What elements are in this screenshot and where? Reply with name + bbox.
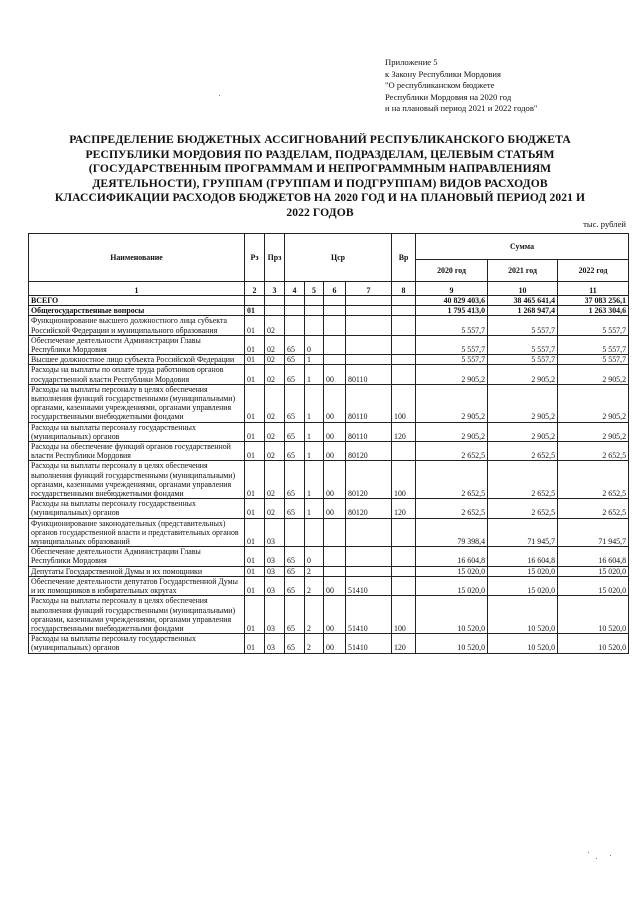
row-csr-program: 65	[285, 461, 305, 499]
row-rz: 01	[245, 355, 265, 365]
row-rz: 01	[245, 316, 265, 335]
row-name: Общегосударственные вопросы	[29, 306, 245, 316]
row-amount-2020: 2 652,5	[416, 499, 488, 518]
row-csr-main	[324, 296, 346, 306]
row-prz: 02	[265, 355, 285, 365]
row-amount-2020: 2 905,2	[416, 384, 488, 422]
row-vr: 120	[392, 422, 416, 441]
row-amount-2020: 40 829 403,6	[416, 296, 488, 306]
row-csr-direction	[346, 316, 392, 335]
appendix-note	[385, 57, 635, 115]
table-row	[29, 518, 629, 547]
row-amount-2020: 10 520,0	[416, 596, 488, 634]
row-csr-direction	[346, 306, 392, 316]
title-line: РЕСПУБЛИКИ МОРДОВИЯ ПО РАЗДЕЛАМ, ПОДРАЗДЕЛАМ, ЦЕЛЕВЫМ СТАТЬЯМ	[85, 147, 555, 161]
row-csr-program: 65	[285, 499, 305, 518]
document-title	[20, 133, 620, 221]
row-vr	[392, 576, 416, 595]
row-amount-2020: 2 652,5	[416, 461, 488, 499]
row-csr-direction	[346, 335, 392, 354]
row-csr-direction	[346, 355, 392, 365]
row-prz: 02	[265, 316, 285, 335]
row-csr-main: 00	[324, 576, 346, 595]
row-csr-subprogram: 1	[305, 422, 324, 441]
col-number: 10	[488, 282, 558, 296]
row-amount-2021: 16 604,8	[488, 547, 558, 566]
row-name: Обеспечение деятельности Администрации Главы Республики Мордовия	[29, 547, 245, 566]
row-amount-2020: 1 795 413,0	[416, 306, 488, 316]
row-amount-2022: 10 520,0	[558, 634, 629, 653]
row-vr	[392, 566, 416, 576]
row-csr-subprogram	[305, 296, 324, 306]
row-csr-subprogram: 1	[305, 355, 324, 365]
row-amount-2021: 2 905,2	[488, 365, 558, 384]
row-amount-2020: 79 398,4	[416, 518, 488, 547]
row-csr-program: 65	[285, 384, 305, 422]
table-row	[29, 461, 629, 499]
header-rz: Рз	[245, 234, 265, 282]
row-name: Расходы на выплаты персоналу в целях обеспечения выполнения функций государственными (муниципальными) органами, казенными учреждениями, органами управления государственными внебюджетными фондами	[29, 596, 245, 634]
col-number: 6	[324, 282, 346, 296]
row-amount-2020: 10 520,0	[416, 634, 488, 653]
col-number: 2	[245, 282, 265, 296]
row-name: Обеспечение деятельности Администрации Главы Республики Мордовия	[29, 335, 245, 354]
row-rz: 01	[245, 518, 265, 547]
row-csr-direction: 80120	[346, 442, 392, 461]
row-amount-2021: 10 520,0	[488, 634, 558, 653]
row-vr: 100	[392, 461, 416, 499]
row-amount-2022: 15 020,0	[558, 576, 629, 595]
row-rz: 01	[245, 365, 265, 384]
row-csr-direction: 80120	[346, 499, 392, 518]
row-amount-2021: 2 905,2	[488, 384, 558, 422]
row-rz	[245, 296, 265, 306]
row-csr-main	[324, 306, 346, 316]
row-vr	[392, 306, 416, 316]
table-row	[29, 499, 629, 518]
row-csr-program: 65	[285, 422, 305, 441]
row-amount-2022: 2 652,5	[558, 499, 629, 518]
row-vr	[392, 442, 416, 461]
row-name: Расходы на выплаты персоналу в целях обеспечения выполнения функций государственными (муниципальными) органами, казенными учреждениями, органами управления государственными внебюджетными фондами	[29, 461, 245, 499]
header-2020: 2020 год	[416, 260, 488, 282]
table-row	[29, 384, 629, 422]
header-2021: 2021 год	[488, 260, 558, 282]
header-sum: Сумма	[416, 234, 629, 260]
row-amount-2021: 10 520,0	[488, 596, 558, 634]
header-name: Наименование	[29, 234, 245, 282]
row-amount-2022: 15 020,0	[558, 566, 629, 576]
row-csr-main: 00	[324, 461, 346, 499]
row-rz: 01	[245, 547, 265, 566]
row-vr	[392, 518, 416, 547]
row-csr-program: 65	[285, 442, 305, 461]
col-number: 5	[305, 282, 324, 296]
row-csr-main: 00	[324, 365, 346, 384]
row-amount-2022: 16 604,8	[558, 547, 629, 566]
row-name: Расходы на выплаты по оплате труда работников органов государственной власти Республики Мордовия	[29, 365, 245, 384]
row-prz: 03	[265, 566, 285, 576]
row-csr-program	[285, 296, 305, 306]
row-name: Расходы на выплаты персоналу государственных (муниципальных) органов	[29, 422, 245, 441]
row-csr-program: 65	[285, 634, 305, 653]
title-line: КЛАССИФИКАЦИИ РАСХОДОВ БЮДЖЕТОВ НА 2020 ГОД И НА ПЛАНОВЫЙ ПЕРИОД 2021 И	[54, 191, 586, 205]
row-amount-2021: 15 020,0	[488, 566, 558, 576]
row-csr-subprogram: 0	[305, 335, 324, 354]
row-csr-program: 65	[285, 355, 305, 365]
row-vr	[392, 335, 416, 354]
row-prz	[265, 296, 285, 306]
row-rz: 01	[245, 306, 265, 316]
row-amount-2022: 2 905,2	[558, 365, 629, 384]
units-label: тыс. рублей	[583, 219, 626, 229]
row-csr-subprogram: 0	[305, 547, 324, 566]
row-csr-subprogram	[305, 306, 324, 316]
title-line: РАСПРЕДЕЛЕНИЕ БЮДЖЕТНЫХ АССИГНОВАНИЙ РЕСПУБЛИКАНСКОГО БЮДЖЕТА	[69, 133, 571, 146]
table-row	[29, 596, 629, 634]
table-row	[29, 442, 629, 461]
row-csr-subprogram	[305, 518, 324, 547]
appendix-line: "О республиканском бюджете	[385, 80, 495, 91]
row-csr-program	[285, 518, 305, 547]
row-prz: 02	[265, 365, 285, 384]
col-number: 8	[392, 282, 416, 296]
row-amount-2022: 2 905,2	[558, 422, 629, 441]
col-number: 9	[416, 282, 488, 296]
row-csr-subprogram: 2	[305, 566, 324, 576]
table-row	[29, 566, 629, 576]
row-amount-2022: 2 652,5	[558, 461, 629, 499]
row-prz	[265, 306, 285, 316]
column-number-row	[29, 282, 629, 296]
header-csr: Цср	[285, 234, 392, 282]
row-csr-direction: 80120	[346, 461, 392, 499]
row-rz: 01	[245, 576, 265, 595]
title-line: (ГОСУДАРСТВЕННЫМ ПРОГРАММАМ И НЕПРОГРАММНЫМ НАПРАВЛЕНИЯМ	[88, 162, 552, 176]
row-csr-subprogram: 1	[305, 442, 324, 461]
row-vr: 120	[392, 499, 416, 518]
row-csr-direction	[346, 547, 392, 566]
row-csr-program: 65	[285, 596, 305, 634]
row-csr-subprogram: 1	[305, 384, 324, 422]
header-vr: Вр	[392, 234, 416, 282]
row-csr-main	[324, 355, 346, 365]
row-amount-2022: 2 652,5	[558, 442, 629, 461]
table-row	[29, 316, 629, 335]
row-name: ВСЕГО	[29, 296, 245, 306]
row-vr: 100	[392, 384, 416, 422]
row-amount-2021: 71 945,7	[488, 518, 558, 547]
row-rz: 01	[245, 422, 265, 441]
row-csr-subprogram	[305, 316, 324, 335]
row-amount-2021: 15 020,0	[488, 576, 558, 595]
row-csr-direction	[346, 518, 392, 547]
row-csr-subprogram: 1	[305, 499, 324, 518]
row-prz: 03	[265, 576, 285, 595]
row-rz: 01	[245, 442, 265, 461]
col-number: 1	[29, 282, 245, 296]
row-name: Расходы на обеспечение функций органов государственной власти Республики Мордовия	[29, 442, 245, 461]
row-prz: 03	[265, 634, 285, 653]
row-csr-direction: 51410	[346, 596, 392, 634]
row-csr-program: 65	[285, 365, 305, 384]
row-prz: 03	[265, 547, 285, 566]
row-vr	[392, 547, 416, 566]
row-vr: 100	[392, 596, 416, 634]
row-amount-2020: 5 557,7	[416, 355, 488, 365]
row-csr-program: 65	[285, 566, 305, 576]
row-rz: 01	[245, 499, 265, 518]
table-row	[29, 355, 629, 365]
row-prz: 02	[265, 422, 285, 441]
table-row	[29, 547, 629, 566]
row-csr-subprogram: 1	[305, 461, 324, 499]
row-vr: 120	[392, 634, 416, 653]
row-prz: 02	[265, 442, 285, 461]
row-prz: 03	[265, 518, 285, 547]
row-csr-direction	[346, 566, 392, 576]
row-amount-2020: 16 604,8	[416, 547, 488, 566]
row-prz: 02	[265, 384, 285, 422]
row-rz: 01	[245, 566, 265, 576]
row-rz: 01	[245, 384, 265, 422]
row-amount-2021: 2 652,5	[488, 499, 558, 518]
row-amount-2021: 2 905,2	[488, 422, 558, 441]
row-name: Расходы на выплаты персоналу в целях обеспечения выполнения функций государственными (муниципальными) органами, казенными учреждениями, органами управления государственными внебюджетными фондами	[29, 384, 245, 422]
row-csr-direction: 80110	[346, 365, 392, 384]
appendix-line: и на плановый период 2021 и 2022 годов"	[385, 103, 538, 114]
row-csr-main	[324, 566, 346, 576]
col-number: 4	[285, 282, 305, 296]
row-csr-program	[285, 316, 305, 335]
row-name: Расходы на выплаты персоналу государственных (муниципальных) органов	[29, 634, 245, 653]
row-name: Депутаты Государственной Думы и их помощники	[29, 566, 245, 576]
row-rz: 01	[245, 596, 265, 634]
row-csr-direction: 51410	[346, 576, 392, 595]
row-amount-2022: 5 557,7	[558, 316, 629, 335]
row-amount-2022: 5 557,7	[558, 335, 629, 354]
row-amount-2021: 5 557,7	[488, 316, 558, 335]
row-amount-2021: 2 652,5	[488, 442, 558, 461]
table-row	[29, 634, 629, 653]
row-amount-2021: 5 557,7	[488, 335, 558, 354]
row-vr	[392, 316, 416, 335]
row-name: Расходы на выплаты персоналу государственных (муниципальных) органов	[29, 499, 245, 518]
row-csr-main	[324, 335, 346, 354]
row-vr	[392, 355, 416, 365]
row-csr-main: 00	[324, 384, 346, 422]
row-rz: 01	[245, 335, 265, 354]
row-amount-2022: 71 945,7	[558, 518, 629, 547]
row-name: Функционирование высшего должностного лица субъекта Российской Федерации и муниципального образования	[29, 316, 245, 335]
row-amount-2020: 5 557,7	[416, 316, 488, 335]
row-csr-main: 00	[324, 422, 346, 441]
title-line: 2022 ГОДОВ	[286, 205, 354, 219]
table-row	[29, 422, 629, 441]
row-csr-main	[324, 316, 346, 335]
row-amount-2022: 10 520,0	[558, 596, 629, 634]
row-name: Обеспечение деятельности депутатов Государственной Думы и их помощников в избирательных округах	[29, 576, 245, 595]
row-csr-main: 00	[324, 499, 346, 518]
row-csr-main: 00	[324, 596, 346, 634]
col-number: 3	[265, 282, 285, 296]
row-amount-2020: 2 905,2	[416, 422, 488, 441]
title-line: ДЕЯТЕЛЬНОСТИ), ГРУППАМ (ГРУППАМ И ПОДГРУППАМ) ВИДОВ РАСХОДОВ	[92, 176, 548, 190]
row-csr-main	[324, 547, 346, 566]
row-amount-2021: 5 557,7	[488, 355, 558, 365]
header-2022: 2022 год	[558, 260, 629, 282]
col-number: 11	[558, 282, 629, 296]
row-prz: 02	[265, 335, 285, 354]
row-amount-2020: 15 020,0	[416, 566, 488, 576]
table-row	[29, 335, 629, 354]
table-row	[29, 306, 629, 316]
row-csr-program: 65	[285, 335, 305, 354]
row-csr-program: 65	[285, 576, 305, 595]
row-amount-2020: 2 652,5	[416, 442, 488, 461]
row-amount-2020: 5 557,7	[416, 335, 488, 354]
row-amount-2021: 38 465 641,4	[488, 296, 558, 306]
row-amount-2020: 15 020,0	[416, 576, 488, 595]
row-name: Функционирование законодательных (представительных) органов государственной власти и представительных органов муниципальных образований	[29, 518, 245, 547]
row-csr-direction: 51410	[346, 634, 392, 653]
table-row	[29, 296, 629, 306]
row-csr-program	[285, 306, 305, 316]
col-number: 7	[346, 282, 392, 296]
appendix-line: к Закону Республики Мордовия	[385, 68, 501, 79]
table-row	[29, 576, 629, 595]
row-csr-direction: 80110	[346, 422, 392, 441]
row-amount-2021: 1 268 947,4	[488, 306, 558, 316]
row-csr-direction: 80110	[346, 384, 392, 422]
row-amount-2022: 37 083 256,1	[558, 296, 629, 306]
row-csr-program: 65	[285, 547, 305, 566]
row-csr-subprogram: 2	[305, 576, 324, 595]
row-csr-direction	[346, 296, 392, 306]
row-rz: 01	[245, 634, 265, 653]
row-amount-2022: 1 263 304,6	[558, 306, 629, 316]
row-vr	[392, 365, 416, 384]
appendix-line: Республики Мордовия на 2020 год	[385, 91, 512, 102]
row-amount-2020: 2 905,2	[416, 365, 488, 384]
row-amount-2022: 5 557,7	[558, 355, 629, 365]
header-prz: Прз	[265, 234, 285, 282]
appendix-line: Приложение 5	[385, 57, 438, 67]
row-amount-2022: 2 905,2	[558, 384, 629, 422]
budget-table	[28, 233, 629, 654]
row-csr-subprogram: 1	[305, 365, 324, 384]
row-csr-main	[324, 518, 346, 547]
row-csr-subprogram: 2	[305, 596, 324, 634]
row-prz: 02	[265, 499, 285, 518]
table-row	[29, 365, 629, 384]
row-csr-subprogram: 2	[305, 634, 324, 653]
row-prz: 02	[265, 461, 285, 499]
row-prz: 03	[265, 596, 285, 634]
row-csr-main: 00	[324, 442, 346, 461]
row-rz: 01	[245, 461, 265, 499]
row-csr-main: 00	[324, 634, 346, 653]
row-amount-2021: 2 652,5	[488, 461, 558, 499]
row-vr	[392, 296, 416, 306]
row-name: Высшее должностное лицо субъекта Российской Федерации	[29, 355, 245, 365]
